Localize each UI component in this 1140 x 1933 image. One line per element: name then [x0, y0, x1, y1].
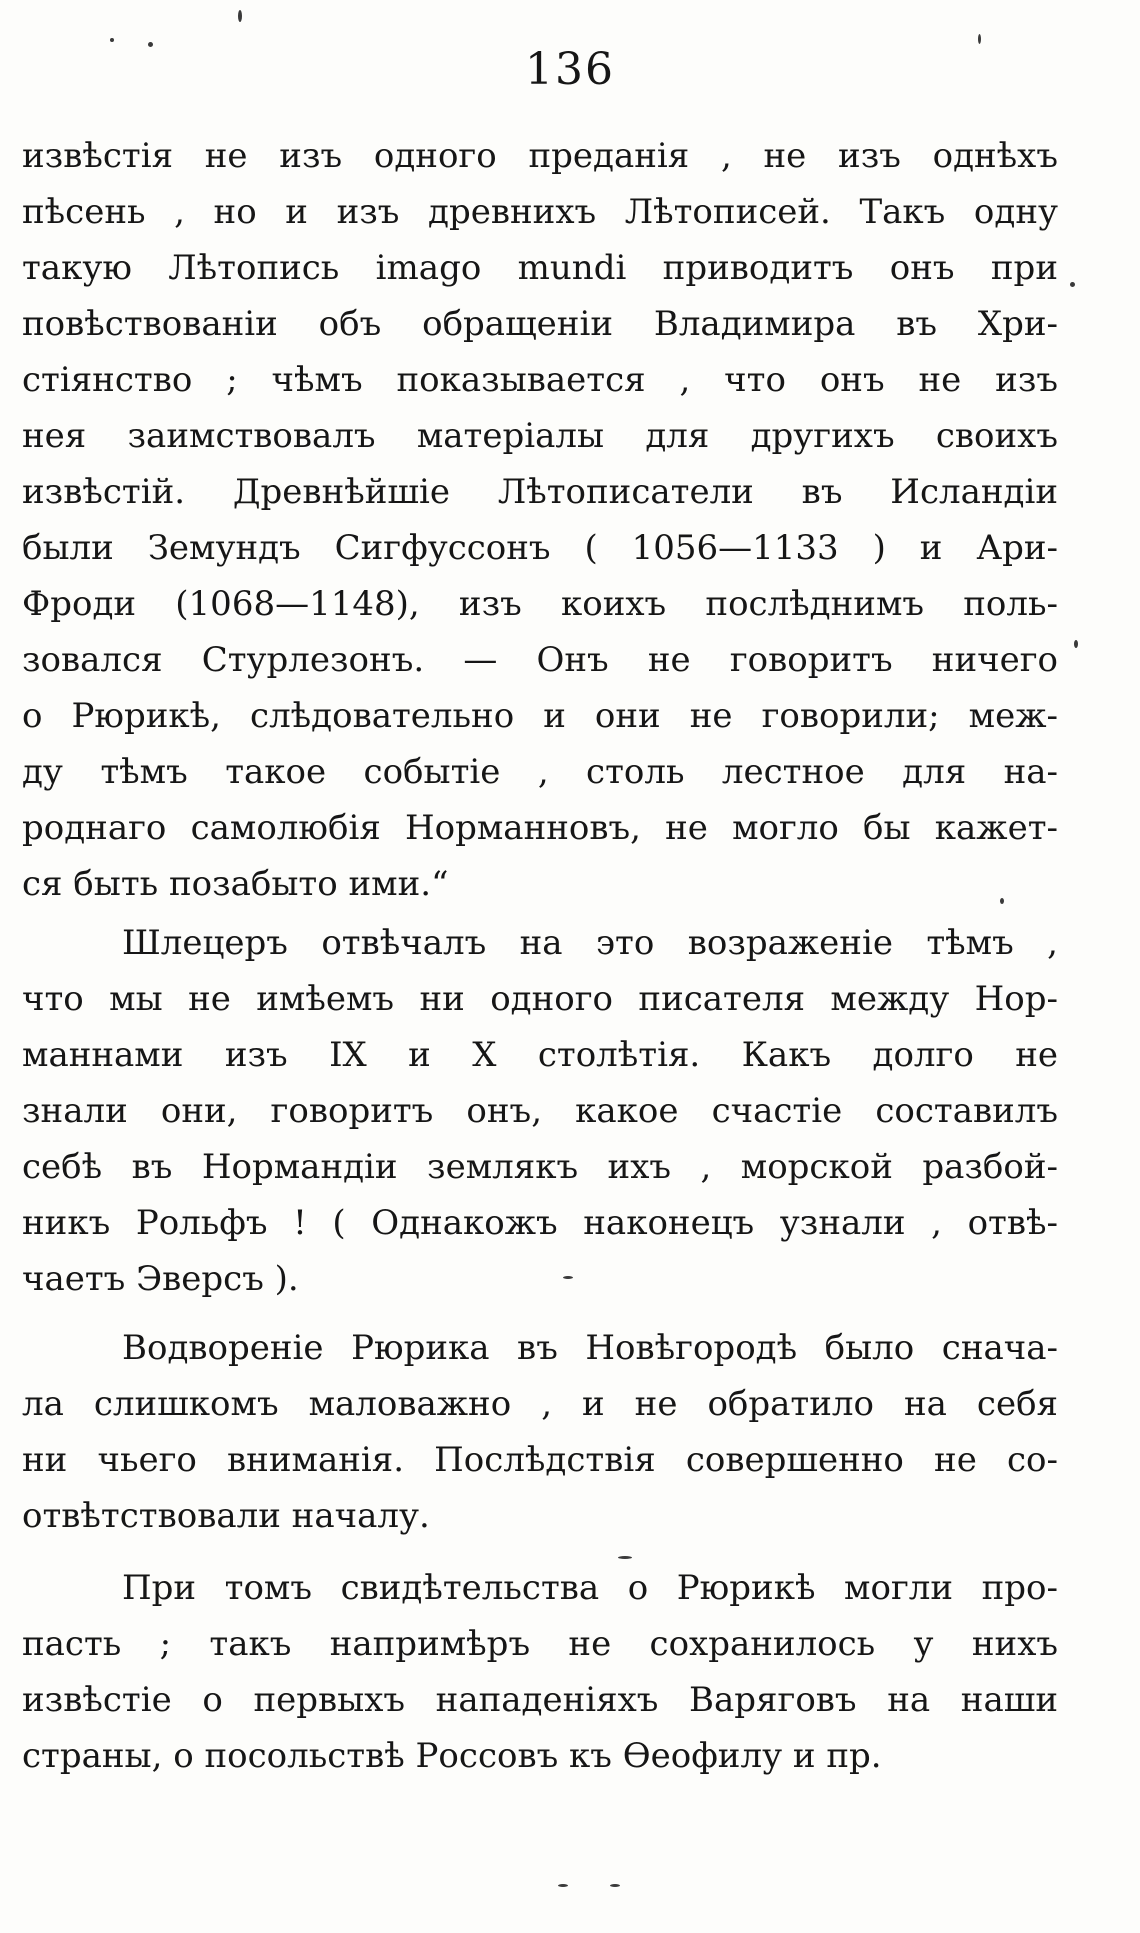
text-line: ни чьего вниманія. Послѣдствія совершенно не со- [22, 1440, 1058, 1480]
text-line: нея заимствовалъ матеріалы для другихъ своихъ [22, 416, 1058, 456]
paragraph-3 [22, 1320, 1058, 1544]
text-line: пасть ; такъ напримѣръ не сохранилось у нихъ [22, 1624, 1058, 1664]
text-line: страны, о посольствѣ Россовъ къ Ѳеофилу и пр. [22, 1736, 882, 1776]
text-line: себѣ въ Нормандіи землякъ ихъ , морской разбой- [22, 1147, 1058, 1187]
text-line: извѣстія не изъ одного преданія , не изъ однѣхъ [22, 136, 1058, 176]
text-line: ду тѣмъ такое событіе , столь лестное для на- [22, 752, 1058, 792]
text-line: чаетъ Эверсъ ). [22, 1259, 299, 1299]
text-line: были Земундъ Сигфуссонъ ( 1056—1133 ) и Ари- [22, 528, 1058, 568]
text-line: Шлецеръ отвѣчалъ на это возраженіе тѣмъ , [122, 923, 1058, 963]
text-line: зовался Стурлезонъ. — Онъ не говоритъ ничего [22, 640, 1058, 680]
text-line: ла слишкомъ маловажно , и не обратило на себя [22, 1384, 1058, 1424]
text-line: отвѣтствовали началу. [22, 1496, 430, 1536]
text-line: повѣствованіи объ обращеніи Владимира въ Хри- [22, 304, 1058, 344]
text-line: роднаго самолюбія Норманновъ, не могло бы кажет- [22, 808, 1058, 848]
text-line: о Рюрикѣ, слѣдовательно и они не говорили; меж- [22, 696, 1058, 736]
text-line: никъ Рольфъ ! ( Однакожъ наконецъ узнали , отвѣ- [22, 1203, 1058, 1243]
text-line: извѣстій. Древнѣйшіе Лѣтописатели въ Исландіи [22, 472, 1058, 512]
text-line: пѣсень , но и изъ древнихъ Лѣтописей. Такъ одну [22, 192, 1058, 232]
text-line: что мы не имѣемъ ни одного писателя между Нор- [22, 979, 1058, 1019]
paragraph-1 [22, 128, 1058, 912]
paragraph-4 [22, 1560, 1058, 1784]
text-line: знали они, говоритъ онъ, какое счастіе составилъ [22, 1091, 1058, 1131]
text-line: такую Лѣтопись imago mundi приводитъ онъ при [22, 248, 1058, 288]
text-line: ся быть позабыто ими.“ [22, 864, 449, 904]
paragraph-2 [22, 915, 1058, 1307]
text-line: извѣстіе о первыхъ нападеніяхъ Варяговъ на наши [22, 1680, 1058, 1720]
text-line: Фроди (1068—1148), изъ коихъ послѣднимъ поль- [22, 584, 1058, 624]
text-line: При томъ свидѣтельства о Рюрикѣ могли про- [122, 1568, 1058, 1608]
text-line: маннами изъ IX и X столѣтія. Какъ долго не [22, 1035, 1058, 1075]
text-line: стіянство ; чѣмъ показывается , что онъ не изъ [22, 360, 1058, 400]
text-line: Водвореніе Рюрика въ Новѣгородѣ было снача- [122, 1328, 1058, 1368]
page-number: 136 [525, 44, 615, 95]
